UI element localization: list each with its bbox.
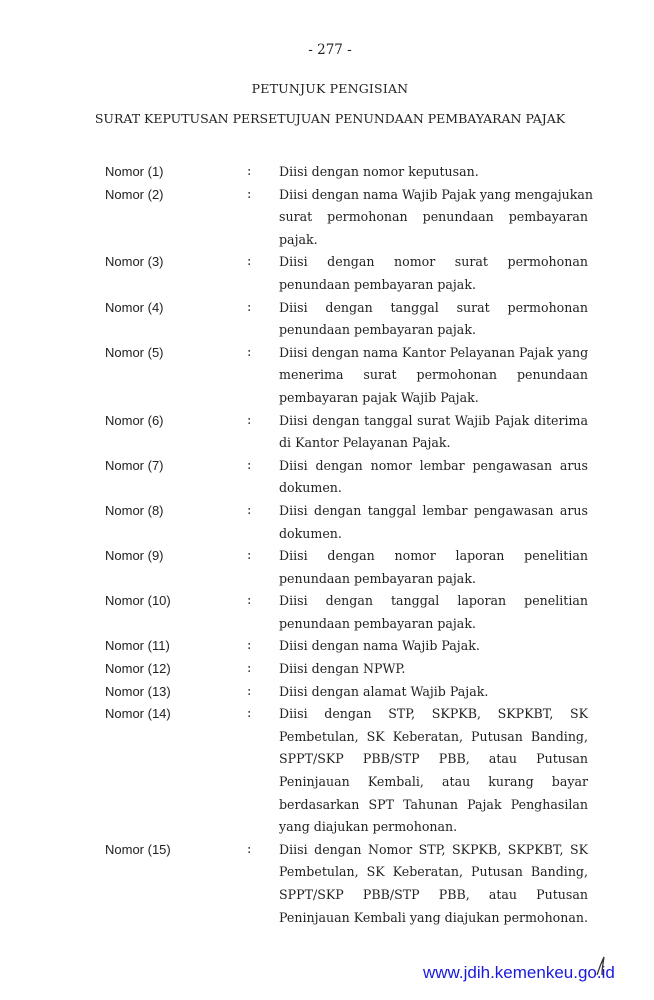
description-line: yang diajukan permohonan.	[279, 819, 458, 835]
description-line: Diisi dengan tanggal lembar pengawasan arus	[279, 502, 588, 518]
page-number: - 277 -	[308, 42, 352, 58]
item-label: Nomor (9)	[105, 548, 164, 564]
description-line: dokumen.	[279, 525, 342, 541]
item-description	[279, 635, 588, 658]
separator-colon: :	[247, 661, 252, 677]
separator-colon: :	[247, 638, 252, 654]
description-line: Diisi dengan nomor lembar pengawasan arus	[279, 457, 588, 473]
description-line: penundaan pembayaran pajak.	[279, 570, 476, 586]
item-label: Nomor (11)	[105, 638, 170, 654]
jdih-website-link[interactable]: www.jdih.kemenkeu.go.id	[423, 963, 615, 982]
item-label: Nomor (15)	[105, 841, 171, 857]
item-description	[279, 703, 588, 839]
item-description	[279, 500, 588, 545]
item-description	[279, 590, 588, 635]
instruction-row	[0, 681, 654, 704]
item-label: Nomor (13)	[105, 683, 171, 699]
description-line: penundaan pembayaran pajak.	[279, 615, 476, 631]
document-title: PETUNJUK PENGISIAN	[251, 81, 409, 96]
instruction-row	[0, 635, 654, 658]
description-line: Diisi dengan tanggal laporan penelitian	[279, 593, 588, 609]
instruction-row	[0, 297, 654, 342]
separator-colon: :	[247, 344, 252, 360]
description-line: Diisi dengan nomor surat permohonan	[279, 254, 588, 270]
item-description	[279, 184, 593, 252]
description-line: penundaan pembayaran pajak.	[279, 322, 476, 338]
description-line: penundaan pembayaran pajak.	[279, 276, 476, 292]
separator-colon: :	[247, 457, 252, 473]
instruction-row	[0, 703, 654, 839]
description-line: Peninjauan Kembali, atau kurang bayar	[279, 774, 588, 790]
description-line: SPPT/SKP PBB/STP PBB, atau Putusan	[279, 887, 588, 902]
separator-colon: :	[247, 683, 252, 699]
description-line: Pembetulan, SK Keberatan, Putusan Banding,	[279, 864, 588, 880]
description-line: berdasarkan SPT Tahunan Pajak Penghasilan	[279, 796, 588, 812]
instruction-row	[0, 161, 654, 184]
item-label: Nomor (14)	[105, 706, 171, 722]
separator-colon: :	[247, 299, 252, 315]
item-description	[279, 658, 588, 681]
separator-colon: :	[247, 548, 252, 564]
description-line: Pembetulan, SK Keberatan, Putusan Banding,	[279, 728, 588, 744]
separator-colon: :	[247, 164, 252, 179]
description-line: Diisi dengan nama Kantor Pelayanan Pajak yang	[279, 344, 589, 360]
instruction-row	[0, 545, 654, 590]
description-line: Diisi dengan tanggal surat permohonan	[279, 299, 588, 315]
description-line: Diisi dengan alamat Wajib Pajak.	[279, 683, 489, 699]
separator-colon: :	[247, 706, 252, 722]
description-line: dokumen.	[279, 480, 342, 496]
item-description	[279, 545, 588, 590]
instruction-row	[0, 342, 654, 410]
separator-colon: :	[247, 502, 252, 518]
description-line: Diisi dengan NPWP.	[279, 661, 406, 677]
description-line: Diisi dengan STP, SKPKB, SKPKBT, SK	[279, 706, 588, 722]
item-description	[279, 839, 588, 929]
instruction-row	[0, 590, 654, 635]
paraf-initial-mark	[593, 955, 607, 977]
description-line: surat permohonan penundaan pembayaran	[279, 209, 588, 225]
separator-colon: :	[247, 186, 252, 202]
description-line: pembayaran pajak Wajib Pajak.	[279, 389, 479, 405]
description-line: Diisi dengan nomor laporan penelitian	[279, 548, 588, 564]
description-line: pajak.	[279, 231, 318, 247]
item-label: Nomor (3)	[105, 254, 164, 270]
instruction-list	[0, 161, 654, 929]
instruction-row	[0, 251, 654, 296]
description-line: Diisi dengan Nomor STP, SKPKB, SKPKBT, SK	[279, 841, 588, 857]
instruction-row	[0, 410, 654, 455]
instruction-row	[0, 500, 654, 545]
item-label: Nomor (7)	[105, 457, 164, 473]
description-line: Diisi dengan nama Wajib Pajak.	[279, 638, 480, 654]
instruction-row	[0, 455, 654, 500]
item-label: Nomor (12)	[105, 661, 171, 677]
separator-colon: :	[247, 412, 252, 428]
item-label: Nomor (1)	[105, 164, 164, 179]
item-label: Nomor (2)	[105, 186, 164, 202]
description-line: SPPT/SKP PBB/STP PBB, atau Putusan	[279, 751, 588, 767]
separator-colon: :	[247, 593, 252, 609]
item-description	[279, 342, 588, 410]
instruction-row	[0, 839, 654, 929]
item-description	[279, 297, 588, 342]
item-description	[279, 410, 588, 455]
description-line: Diisi dengan nomor keputusan.	[279, 164, 479, 179]
separator-colon: :	[247, 841, 252, 857]
document-subtitle: SURAT KEPUTUSAN PERSETUJUAN PENUNDAAN PEMBAYARAN PAJAK	[94, 111, 566, 126]
item-label: Nomor (6)	[105, 412, 164, 428]
description-line: di Kantor Pelayanan Pajak.	[279, 435, 451, 451]
description-line: menerima surat permohonan penundaan	[279, 367, 588, 383]
instruction-row	[0, 184, 654, 252]
item-description	[279, 251, 588, 296]
description-line: Diisi dengan tanggal surat Wajib Pajak diterima	[279, 412, 588, 428]
description-line: Diisi dengan nama Wajib Pajak yang mengajukan	[279, 186, 593, 202]
instruction-row	[0, 658, 654, 681]
item-description	[279, 681, 588, 704]
item-label: Nomor (8)	[105, 502, 164, 518]
separator-colon: :	[247, 254, 252, 270]
item-label: Nomor (4)	[105, 299, 164, 315]
item-description	[279, 455, 588, 500]
item-label: Nomor (10)	[105, 593, 171, 609]
description-line: Peninjauan Kembali yang diajukan permohonan.	[279, 909, 589, 925]
item-description	[279, 161, 588, 184]
item-label: Nomor (5)	[105, 344, 164, 360]
